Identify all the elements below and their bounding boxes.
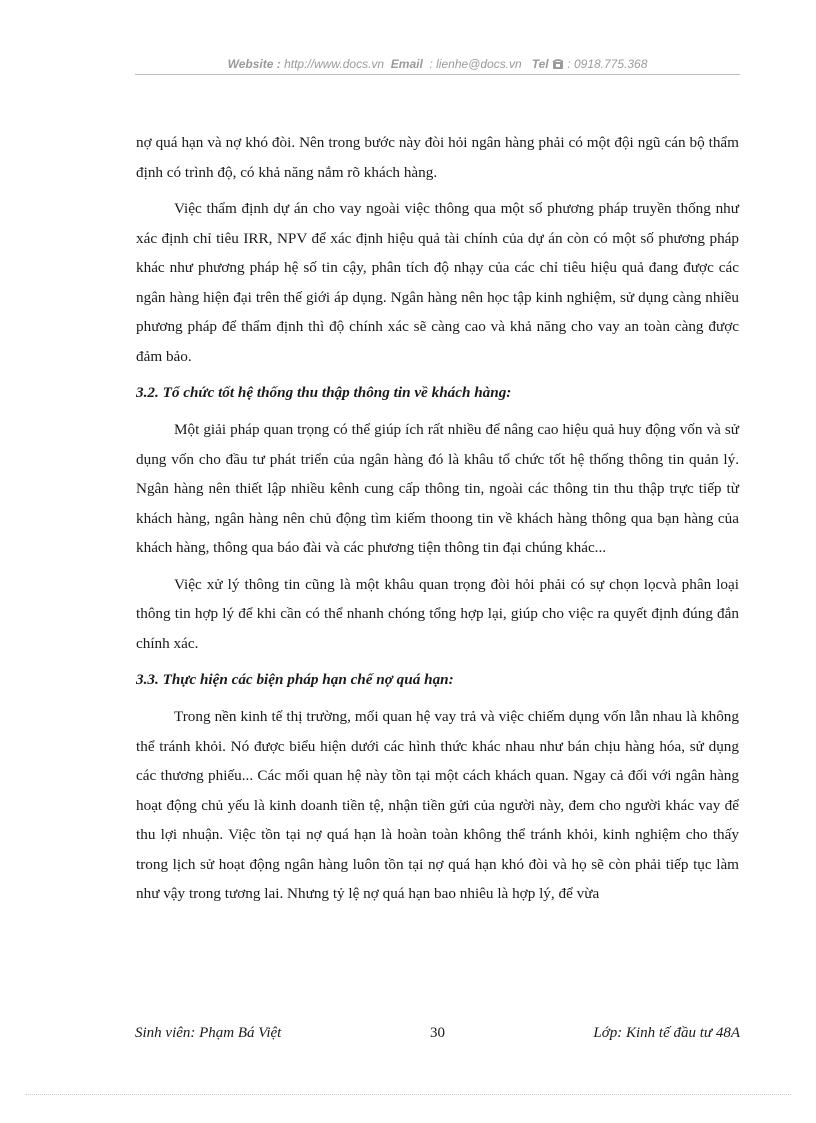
page-bottom-divider — [25, 1094, 791, 1095]
phone-icon — [552, 58, 564, 73]
paragraph-4: Việc xử lý thông tin cũng là một khâu quan trọng đòi hỏi phải có sự chọn lọcvà phân loại thông tin hợp lý để khi cần có thể nhanh chóng tổng hợp lại, giúp cho việc ra quyết định đúng đắn chính xác. — [136, 575, 739, 652]
paragraph-3: Một giải pháp quan trọng có thể giúp ích rất nhiều để nâng cao hiệu quả huy động vốn và sử dụng vốn cho đầu tư phát triển của ngân hàng đó là khâu tổ chức tốt hệ thống thông tin quản lý. Ngân hàng nên thiết lập nhiều kênh cung cấp thông tin, ngoài các thông tin thu thập trực tiếp từ khách hàng, ngân hàng nên chủ động tìm kiếm thoong tin về khách hàng thông qua bạn hàng của khách hàng, thông qua báo đài và các phương tiện thông tin đại chúng khác... — [136, 421, 739, 556]
email-value[interactable]: : lienhe@docs.vn — [429, 57, 522, 71]
website-label: Website : — [227, 57, 281, 71]
footer-student: Sinh viên: Phạm Bá Việt — [135, 1025, 282, 1041]
page-footer — [135, 1025, 740, 1047]
email-label: Email — [390, 57, 423, 71]
footer-class: Lớp: Kinh tế đầu tư 48A — [593, 1025, 740, 1041]
tel-label: Tel — [531, 57, 549, 71]
section-heading-3-3: 3.3. Thực hiện các biện pháp hạn chế nợ quá hạn: — [136, 671, 454, 688]
page-number: 30 — [430, 1025, 445, 1041]
tel-value: : 0918.775.368 — [567, 57, 648, 71]
website-url[interactable]: http://www.docs.vn — [284, 57, 385, 71]
paragraph-5: Trong nền kinh tế thị trường, mối quan hệ vay trả và việc chiếm dụng vốn lẫn nhau là không thể tránh khỏi. Nó được biểu hiện dưới các hình thức khác nhau như bán chịu hàng hóa, sử dụng các thương phiếu... Các mối quan hệ này tồn tại một cách khách quan. Ngay cả đối với ngân hàng hoạt động chủ yếu là kinh doanh tiền tệ, nhận tiền gửi của người này, đem cho người khác vay để thu lợi nhuận. Việc tồn tại nợ quá hạn là hoàn toàn không thể tránh khỏi, kinh nghiệm cho thấy trong lịch sử hoạt động ngân hàng luôn tồn tại nợ quá hạn khó đòi và họ sẽ còn phải tiếp tục làm như vậy trong tương lai. Nhưng tỷ lệ nợ quá hạn bao nhiêu là hợp lý, để vừa — [136, 708, 739, 902]
section-heading-3-2: 3.2. Tổ chức tốt hệ thống thu thập thông tin về khách hàng: — [136, 384, 512, 401]
paragraph-1: nợ quá hạn và nợ khó đòi. Nên trong bước này đòi hỏi ngân hàng phải có một đội ngũ cán bộ thẩm định có trình độ, có khả năng nắm rõ khách hàng. — [136, 134, 739, 181]
page-header — [135, 57, 740, 73]
document-body — [136, 128, 739, 916]
header-divider — [135, 74, 740, 75]
paragraph-2: Việc thẩm định dự án cho vay ngoài việc thông qua một số phương pháp truyền thống như xác định chỉ tiêu IRR, NPV để xác định hiệu quả tài chính của dự án còn có một số phương pháp khác như phương pháp hệ số tin cậy, phân tích độ nhạy của các chỉ tiêu hiệu quả đang được các ngân hàng hiện đại trên thế giới áp dụng. Ngân hàng nên học tập kinh nghiệm, sử dụng càng nhiều phương pháp để thẩm định thì độ chính xác sẽ càng cao và khả năng cho vay an toàn càng được đảm bảo. — [136, 200, 739, 365]
